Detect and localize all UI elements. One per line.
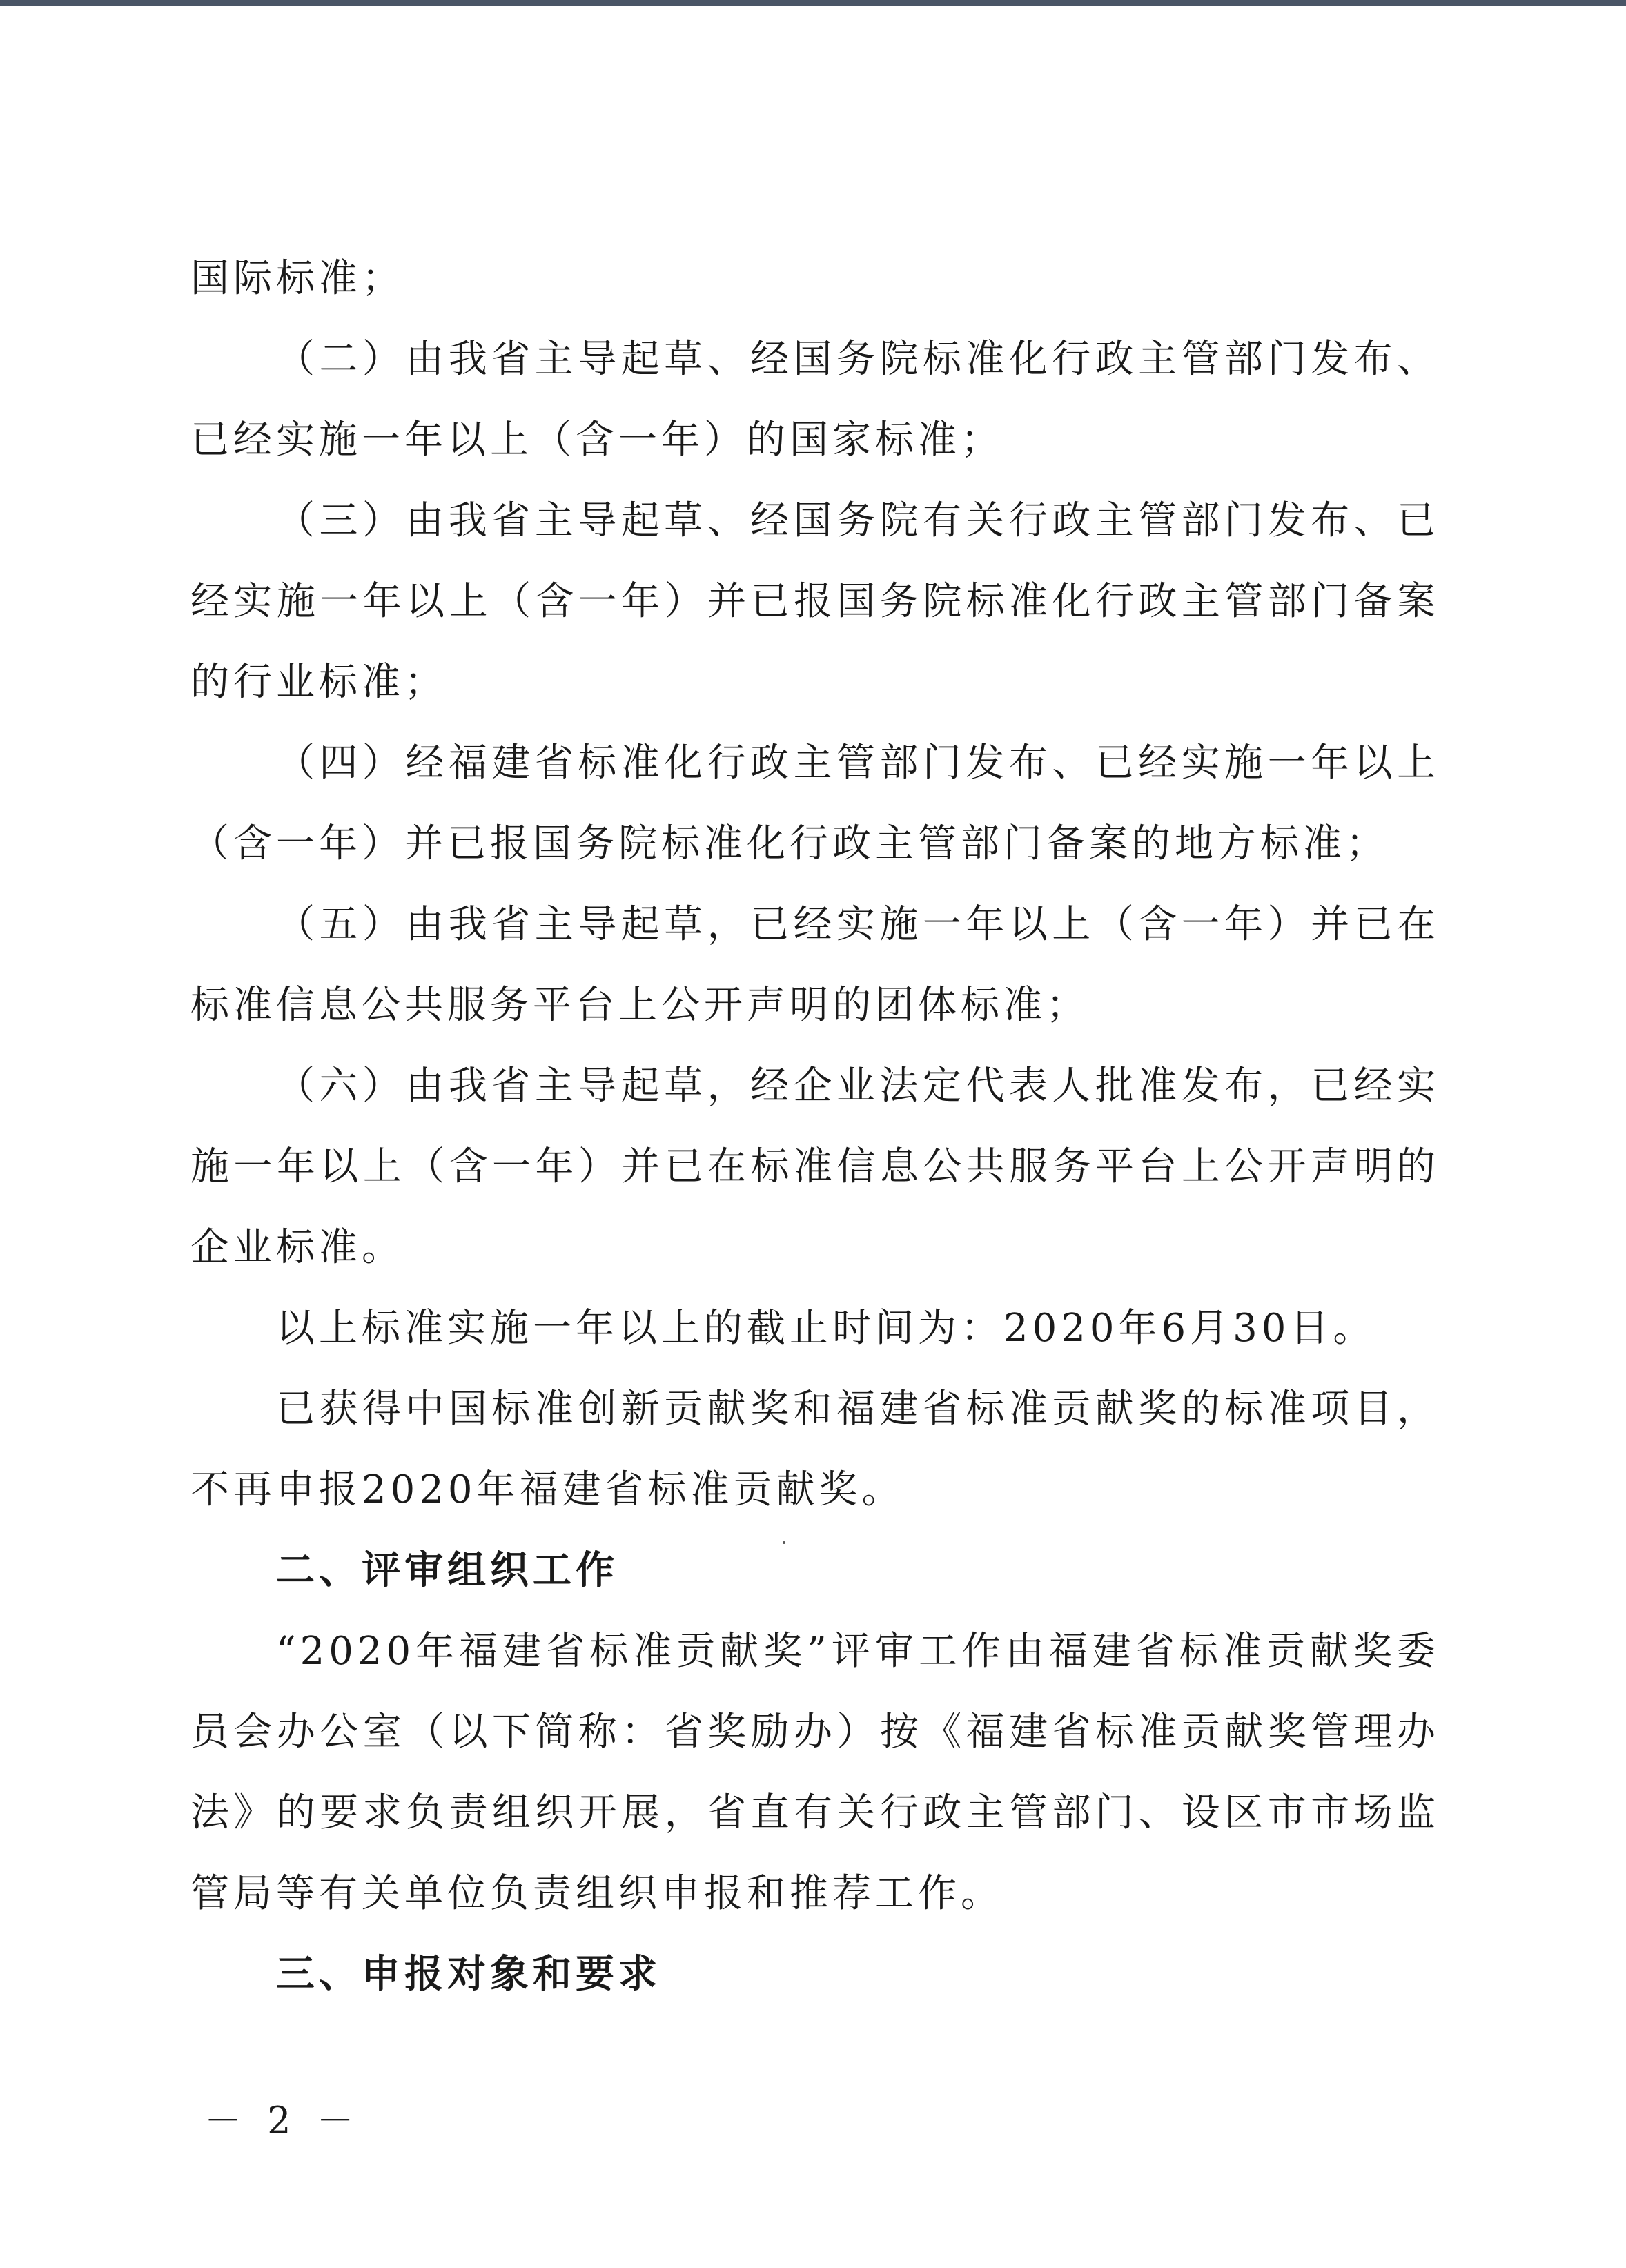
scan-speck — [783, 1541, 785, 1544]
document-body — [190, 238, 1440, 2015]
paragraph-item-4: （四）经福建省标准化行政主管部门发布、已经实施一年以上（含一年）并已报国务院标准化行政主管部门备案的地方标准； — [190, 741, 1440, 866]
paragraph-exclusion: 已获得中国标准创新贡献奖和福建省标准贡献奖的标准项目，不再申报2020年福建省标准贡献奖。 — [190, 1387, 1440, 1512]
page-number: － 2 － — [204, 2099, 361, 2142]
paragraph-continuation: 国际标准； — [190, 256, 404, 301]
section-3-heading: 三、申报对象和要求 — [276, 1952, 661, 1997]
paragraph-deadline: 以上标准实施一年以上的截止时间为：2020年6月30日。 — [276, 1306, 1376, 1351]
section-2-body: “2020年福建省标准贡献奖”评审工作由福建省标准贡献奖委员会办公室（以下简称：省奖励办）按《福建省标准贡献奖管理办法》的要求负责组织开展，省直有关行政主管部门、设区市市场监管局等有关单位负责组织申报和推荐工作。 — [190, 1629, 1440, 1916]
paragraph-item-5: （五）由我省主导起草，已经实施一年以上（含一年）并已在标准信息公共服务平台上公开声明的团体标准； — [190, 902, 1440, 1028]
paragraph-item-2: （二）由我省主导起草、经国务院标准化行政主管部门发布、已经实施一年以上（含一年）的国家标准； — [190, 337, 1440, 462]
section-2-heading: 二、评审组织工作 — [276, 1548, 618, 1593]
paragraph-item-3: （三）由我省主导起草、经国务院有关行政主管部门发布、已经实施一年以上（含一年）并已报国务院标准化行政主管部门备案的行业标准； — [190, 498, 1440, 705]
scan-top-edge — [0, 0, 1626, 6]
paragraph-item-6: （六）由我省主导起草，经企业法定代表人批准发布，已经实施一年以上（含一年）并已在标准信息公共服务平台上公开声明的企业标准。 — [190, 1064, 1440, 1270]
